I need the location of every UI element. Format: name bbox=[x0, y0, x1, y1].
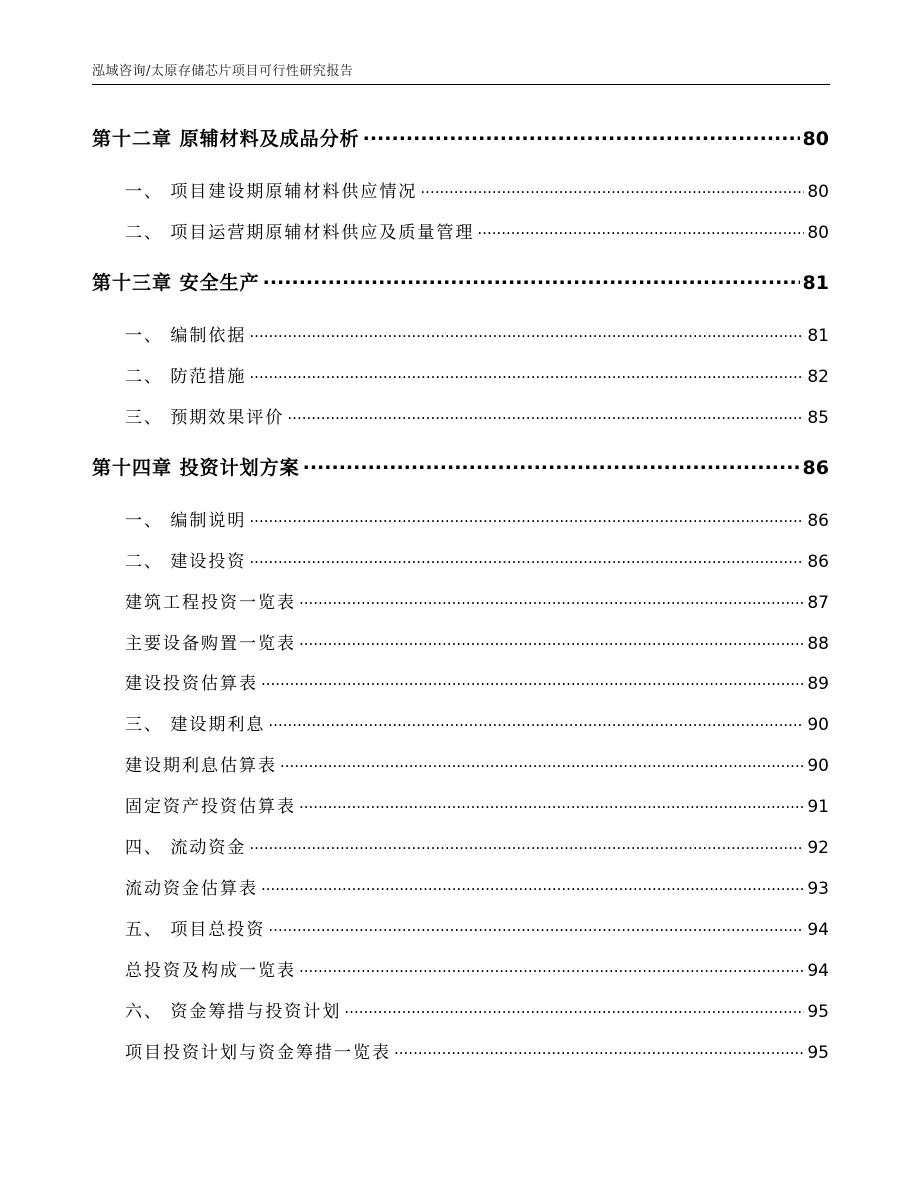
toc-entry[interactable] bbox=[125, 792, 829, 817]
toc-page-number: 80 bbox=[802, 128, 829, 150]
toc-entry-label: 一、 项目建设期原辅材料供应情况 bbox=[125, 182, 418, 202]
toc-entry[interactable] bbox=[125, 547, 829, 572]
toc-entry-label: 五、 项目总投资 bbox=[125, 920, 266, 940]
toc-leader-dots bbox=[363, 126, 800, 145]
toc-entry-label: 第十二章 原辅材料及成品分析 bbox=[92, 128, 360, 150]
toc-entry[interactable] bbox=[125, 177, 829, 202]
toc-entry-label: 三、 建设期利息 bbox=[125, 715, 266, 735]
toc-entry-label: 一、 编制依据 bbox=[125, 326, 247, 346]
toc-leader-dots bbox=[249, 324, 804, 341]
toc-page-number: 80 bbox=[807, 182, 829, 202]
toc-entry[interactable] bbox=[125, 506, 829, 531]
toc-leader-dots bbox=[249, 836, 804, 853]
toc-entry[interactable] bbox=[125, 588, 829, 613]
toc-entry-label: 二、 防范措施 bbox=[125, 367, 247, 387]
toc-leader-dots bbox=[299, 795, 804, 812]
toc-page-number: 94 bbox=[807, 961, 829, 981]
toc-entry-label: 建设期利息估算表 bbox=[125, 756, 277, 776]
toc-chapter-13[interactable] bbox=[92, 268, 829, 295]
toc-page-number: 85 bbox=[807, 408, 829, 428]
toc-page-number: 80 bbox=[807, 223, 829, 243]
toc-entry-label: 总投资及构成一览表 bbox=[125, 961, 296, 981]
toc-entry[interactable] bbox=[125, 956, 829, 981]
toc-page-number: 95 bbox=[807, 1002, 829, 1022]
toc-leader-dots bbox=[299, 959, 804, 976]
toc-leader-dots bbox=[268, 713, 804, 730]
toc-entry[interactable] bbox=[125, 218, 829, 243]
toc-leader-dots bbox=[299, 591, 804, 608]
toc-entry[interactable] bbox=[125, 669, 829, 694]
toc-leader-dots bbox=[303, 455, 800, 474]
toc-leader-dots bbox=[394, 1041, 804, 1058]
toc-page-number: 94 bbox=[807, 920, 829, 940]
toc-leader-dots bbox=[280, 754, 804, 771]
toc-entry-label: 主要设备购置一览表 bbox=[125, 634, 296, 654]
toc-page-number: 87 bbox=[807, 593, 829, 613]
toc-entry[interactable] bbox=[125, 915, 829, 940]
toc-leader-dots bbox=[420, 180, 804, 197]
toc-page-number: 90 bbox=[807, 715, 829, 735]
toc-entry-label: 建筑工程投资一览表 bbox=[125, 593, 296, 613]
toc-entry[interactable] bbox=[125, 833, 829, 858]
toc-page-number: 89 bbox=[807, 674, 829, 694]
toc-chapter-12[interactable] bbox=[92, 124, 829, 151]
toc-entry[interactable] bbox=[125, 629, 829, 654]
toc-leader-dots bbox=[249, 509, 804, 526]
toc-leader-dots bbox=[344, 1000, 804, 1017]
toc-entry-label: 流动资金估算表 bbox=[125, 879, 258, 899]
toc-page-number: 90 bbox=[807, 756, 829, 776]
toc-leader-dots bbox=[263, 270, 800, 289]
toc-chapter-14[interactable] bbox=[92, 453, 829, 480]
toc-leader-dots bbox=[287, 406, 804, 423]
toc-entry-label: 第十三章 安全生产 bbox=[92, 272, 260, 294]
toc-entry-label: 一、 编制说明 bbox=[125, 511, 247, 531]
toc-page-number: 92 bbox=[807, 838, 829, 858]
toc-entry-label: 三、 预期效果评价 bbox=[125, 408, 285, 428]
toc-page-number: 81 bbox=[807, 326, 829, 346]
toc-page-number: 86 bbox=[802, 457, 829, 479]
toc-entry-label: 固定资产投资估算表 bbox=[125, 797, 296, 817]
toc-page-number: 81 bbox=[802, 272, 829, 294]
toc-page-number: 86 bbox=[807, 511, 829, 531]
toc-entry[interactable] bbox=[125, 403, 829, 428]
toc-entry-label: 项目投资计划与资金筹措一览表 bbox=[125, 1043, 391, 1063]
toc-entry-label: 建设投资估算表 bbox=[125, 674, 258, 694]
toc-leader-dots bbox=[268, 918, 804, 935]
toc-page-number: 95 bbox=[807, 1043, 829, 1063]
toc-leader-dots bbox=[299, 632, 804, 649]
toc-entry-label: 四、 流动资金 bbox=[125, 838, 247, 858]
toc-page-number: 88 bbox=[807, 634, 829, 654]
toc-leader-dots bbox=[261, 877, 804, 894]
toc-entry[interactable] bbox=[125, 997, 829, 1022]
toc-entry[interactable] bbox=[125, 710, 829, 735]
toc-entry[interactable] bbox=[125, 1038, 829, 1063]
toc-leader-dots bbox=[249, 365, 804, 382]
toc-entry[interactable] bbox=[125, 362, 829, 387]
page-header: 泓域咨询/太原存储芯片项目可行性研究报告 bbox=[92, 64, 354, 79]
toc-page-number: 93 bbox=[807, 879, 829, 899]
toc-page-number: 91 bbox=[807, 797, 829, 817]
header-divider bbox=[92, 84, 830, 85]
toc-entry-label: 二、 建设投资 bbox=[125, 552, 247, 572]
toc-entry-label: 第十四章 投资计划方案 bbox=[92, 457, 300, 479]
toc-entry[interactable] bbox=[125, 321, 829, 346]
toc-entry[interactable] bbox=[125, 751, 829, 776]
toc-leader-dots bbox=[261, 672, 804, 689]
toc-page-number: 86 bbox=[807, 552, 829, 572]
toc-entry-label: 六、 资金筹措与投资计划 bbox=[125, 1002, 342, 1022]
toc-entry[interactable] bbox=[125, 874, 829, 899]
toc-leader-dots bbox=[249, 550, 804, 567]
toc-entry-label: 二、 项目运营期原辅材料供应及质量管理 bbox=[125, 223, 475, 243]
toc-page-number: 82 bbox=[807, 367, 829, 387]
toc-leader-dots bbox=[477, 221, 804, 238]
